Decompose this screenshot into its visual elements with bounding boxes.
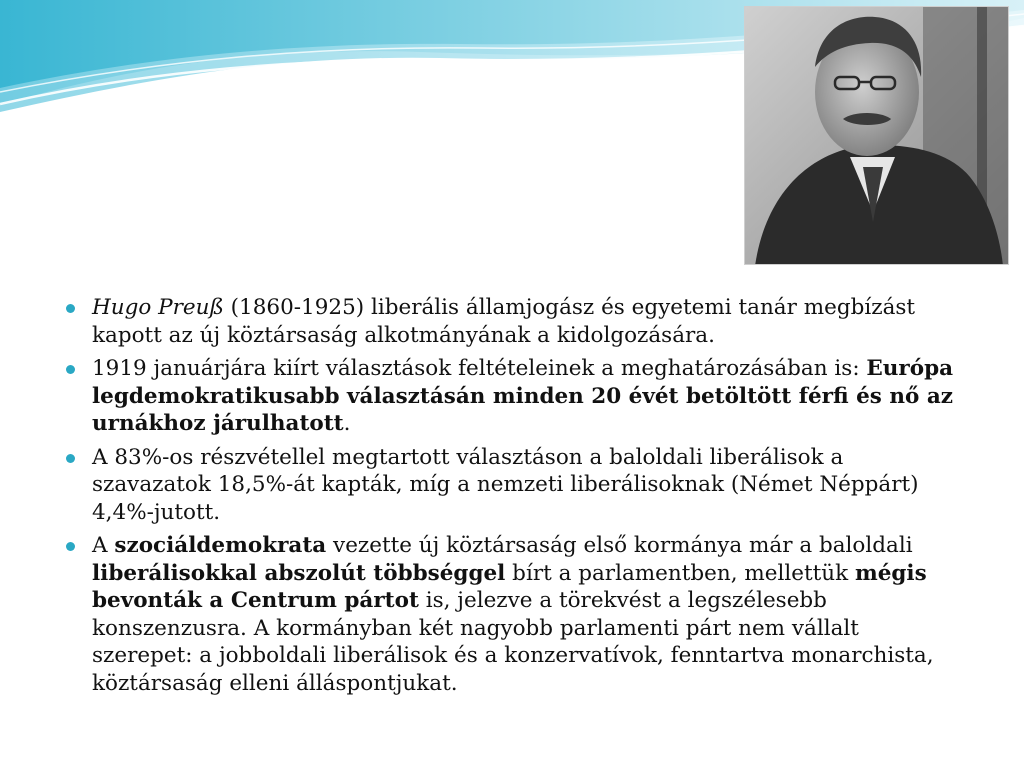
bold-text: Európa legdemokratikusabb választásán minden 20 évét betöltött férfi és nő az urnákhoz járulhatott	[92, 356, 954, 436]
bullet-item	[62, 444, 962, 527]
bullet-dot-icon	[66, 542, 75, 551]
bullet-dot-icon	[66, 454, 75, 463]
italic-text: Hugo Preuß	[92, 295, 224, 320]
slide-body	[62, 294, 962, 703]
bullet-dot-icon	[66, 365, 75, 374]
portrait-photo	[744, 6, 1009, 265]
body-text: is, jelezve a törekvést a legszélesebb konszenzusra. A kormányban két nagyobb parlamenti párt nem vállalt szerepet: a jobboldali liberálisok és a konzervatívok, fenntartva monarchista, köztársaság elleni álláspontjukat.	[92, 588, 934, 696]
bold-text: szociáldemokrata	[114, 533, 327, 558]
bullet-dot-icon	[66, 304, 75, 313]
bullet-list	[62, 294, 962, 697]
body-text: A	[92, 533, 115, 558]
bold-text: mégis bevonták a Centrum pártot	[92, 560, 927, 613]
body-text: .	[343, 411, 351, 436]
body-text: 1919 januárjára kiírt választások feltételeinek a meghatározásában is:	[92, 356, 867, 381]
person-portrait-icon	[745, 7, 1009, 265]
body-text: (1860-1925) liberális államjogász és egyetemi tanár megbízást kapott az új köztársaság alkotmányának a kidolgozására.	[92, 295, 916, 348]
body-text: bírt a parlamentben, mellettük	[505, 560, 855, 586]
body-text: vezette új köztársaság első kormánya már a baloldali	[326, 533, 913, 558]
body-text: A 83%-os részvétellel megtartott választáson a baloldali liberálisok a szavazatok 18,5%-át kapták, míg a nemzeti liberálisoknak (Német Néppárt) 4,4%-jutott.	[92, 444, 919, 525]
bullet-item	[62, 294, 962, 349]
bold-text: liberálisokkal abszolút többséggel	[92, 560, 506, 586]
bullet-item	[62, 355, 962, 438]
bullet-item	[62, 532, 962, 697]
